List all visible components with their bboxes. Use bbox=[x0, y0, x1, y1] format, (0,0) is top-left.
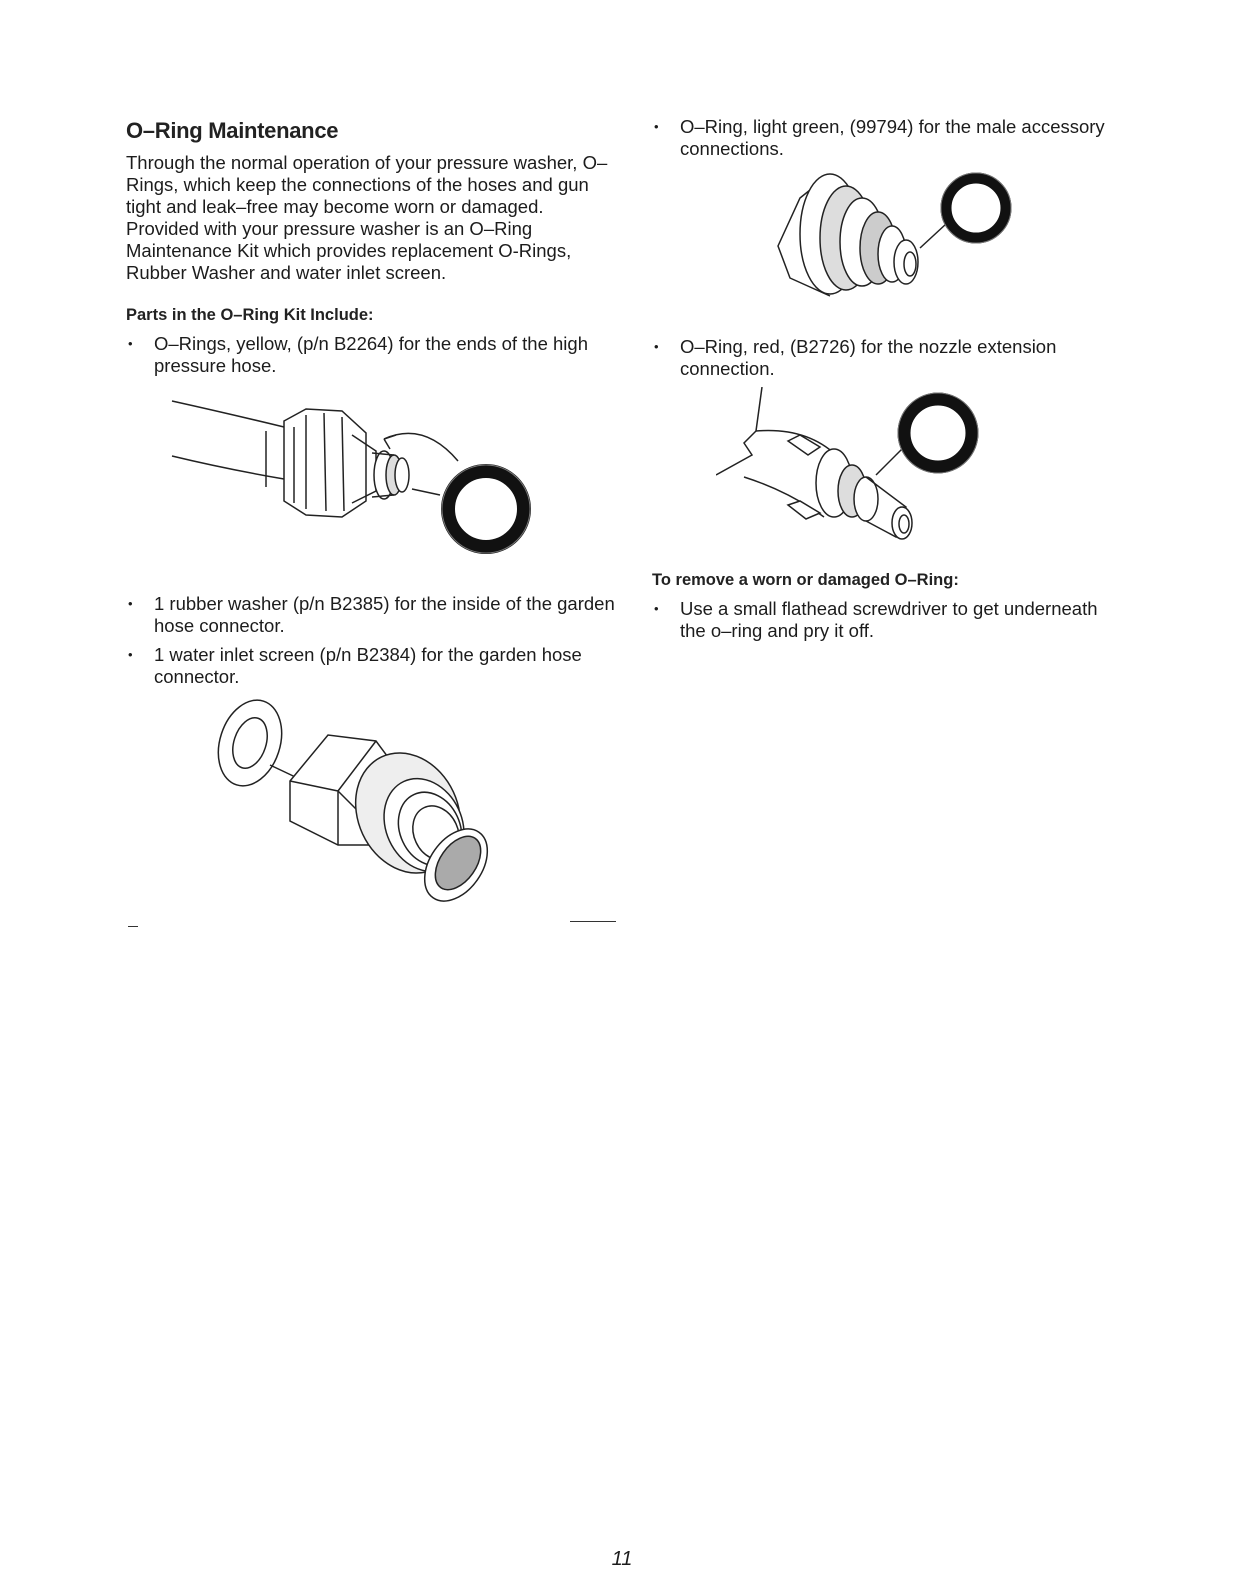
page-number: 11 bbox=[611, 1548, 633, 1570]
kit-heading: Parts in the O–Ring Kit Include: bbox=[126, 306, 374, 324]
list-item: • Use a small flathead screwdriver to get underneath the o–ring and pry it off. bbox=[654, 598, 1098, 641]
scan-mark bbox=[128, 926, 138, 927]
bullet-icon: • bbox=[654, 339, 659, 354]
left-column bbox=[126, 118, 616, 910]
bullet-icon: • bbox=[654, 601, 659, 616]
section-title: O–Ring Maintenance bbox=[126, 118, 339, 143]
kit-list-b bbox=[126, 593, 616, 688]
kit-list-d bbox=[652, 336, 1122, 380]
kit-list-a bbox=[126, 333, 616, 377]
remove-steps-list bbox=[652, 598, 1122, 642]
hose-end-oring-illustration bbox=[166, 391, 566, 571]
list-item: • O–Ring, light green, (99794) for the male accessory connections. bbox=[654, 116, 1105, 159]
washer-connector-screen-illustration bbox=[208, 695, 528, 910]
remove-heading: To remove a worn or damaged O–Ring: bbox=[652, 571, 959, 589]
list-item: • O–Ring, red, (B2726) for the nozzle extension connection. bbox=[654, 336, 1057, 379]
list-item: • O–Rings, yellow, (p/n B2264) for the ends of the high pressure hose. bbox=[128, 333, 588, 376]
list-item: • 1 rubber washer (p/n B2385) for the inside of the garden hose connector. bbox=[128, 593, 615, 636]
bullet-icon: • bbox=[654, 119, 659, 134]
list-item: • 1 water inlet screen (p/n B2384) for the garden hose connector. bbox=[128, 644, 582, 687]
bullet-icon: • bbox=[128, 596, 133, 611]
kit-list-c bbox=[652, 116, 1122, 160]
bullet-icon: • bbox=[128, 336, 133, 351]
nozzle-extension-oring-illustration bbox=[716, 387, 996, 557]
intro-paragraph: Through the normal operation of your pressure washer, O–Rings, which keep the connections of the hoses and gun tight and leak–free may become worn or damaged. Provided with your pressure washer is an O–Ring Maintenance Kit which provides replacement O-Rings, Rubber Washer and water inlet screen. bbox=[126, 152, 608, 283]
male-accessory-oring-illustration bbox=[770, 168, 1030, 318]
scan-mark bbox=[570, 921, 616, 922]
bullet-icon: • bbox=[128, 647, 133, 662]
right-column bbox=[652, 116, 1122, 649]
